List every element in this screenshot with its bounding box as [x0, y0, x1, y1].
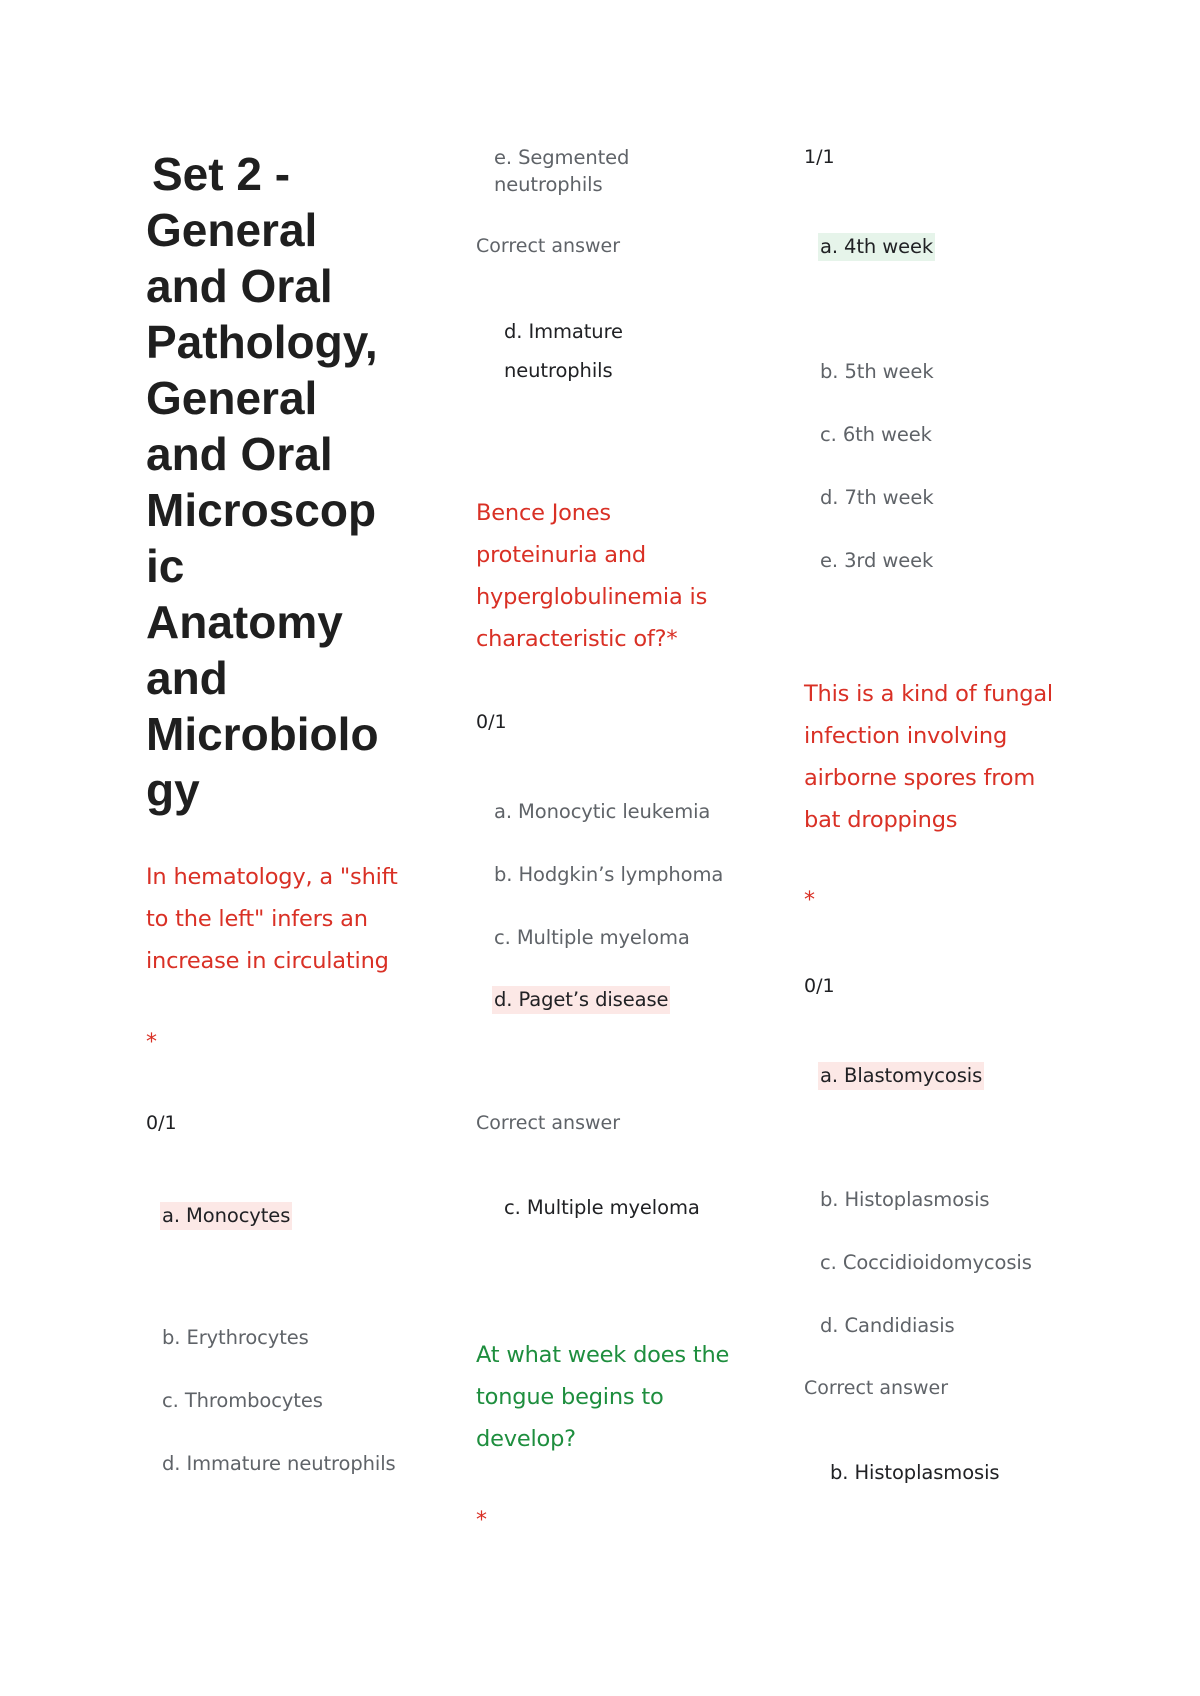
answer-option-selected-correct[interactable]: a. 4th week [818, 233, 935, 261]
title-line: General [146, 372, 318, 424]
title-line: Anatomy [146, 596, 343, 648]
correct-answer-value: neutrophils [504, 359, 613, 382]
answer-option[interactable]: b. Histoplasmosis [820, 1188, 990, 1211]
answer-option[interactable]: e. 3rd week [820, 549, 934, 572]
question-text: bat droppings [804, 807, 958, 833]
correct-answer-value: d. Immature [504, 320, 623, 343]
answer-option[interactable]: d. Candidiasis [820, 1314, 955, 1337]
answer-option[interactable]: b. 5th week [820, 360, 934, 383]
question-score: 0/1 [476, 711, 507, 733]
title-line: and Oral [146, 260, 333, 312]
question-text: characteristic of?* [476, 626, 678, 652]
required-asterisk: * [146, 1030, 157, 1055]
question-text: hyperglobulinemia is [476, 584, 708, 610]
answer-option-selected-wrong[interactable]: d. Paget’s disease [492, 986, 670, 1014]
question-score: 1/1 [804, 146, 835, 168]
answer-option[interactable]: b. Erythrocytes [162, 1326, 309, 1349]
title-line: Pathology, [146, 316, 378, 368]
title-line: gy [146, 764, 200, 816]
title-line: ic [146, 540, 185, 592]
correct-answer-label: Correct answer [476, 1112, 621, 1134]
answer-option-selected-wrong[interactable]: a. Monocytes [160, 1202, 292, 1230]
question-text: proteinuria and [476, 542, 647, 568]
title-line: Microbiolo [146, 708, 379, 760]
title-line: Microscop [146, 484, 377, 536]
question-text: develop? [476, 1426, 576, 1452]
question-text: increase in circulating [146, 948, 389, 974]
title-line: Set 2 - [152, 148, 291, 200]
answer-option[interactable]: c. Multiple myeloma [494, 926, 690, 949]
answer-option[interactable]: b. Hodgkin’s lymphoma [494, 863, 724, 886]
question-score: 0/1 [804, 975, 835, 997]
answer-option[interactable]: d. 7th week [820, 486, 934, 509]
correct-answer-label: Correct answer [476, 235, 621, 257]
required-asterisk: * [804, 888, 815, 913]
question-text: Bence Jones [476, 500, 611, 526]
question-text: This is a kind of fungal [804, 681, 1053, 707]
title-line: and Oral [146, 428, 333, 480]
correct-answer-value: b. Histoplasmosis [830, 1461, 1000, 1484]
answer-option[interactable]: c. Thrombocytes [162, 1389, 323, 1412]
answer-option[interactable]: c. Coccidioidomycosis [820, 1251, 1032, 1274]
correct-answer-value: c. Multiple myeloma [504, 1196, 700, 1219]
title-line: and [146, 652, 228, 704]
question-text: At what week does the [476, 1342, 730, 1368]
question-score: 0/1 [146, 1112, 177, 1134]
question-text: tongue begins to [476, 1384, 664, 1410]
question-text: airborne spores from [804, 765, 1036, 791]
answer-option[interactable]: e. Segmented [494, 146, 630, 169]
question-text: infection involving [804, 723, 1008, 749]
question-text: to the left" infers an [146, 906, 368, 932]
correct-answer-label: Correct answer [804, 1377, 949, 1399]
question-text: In hematology, a "shift [146, 864, 398, 890]
answer-option-selected-wrong[interactable]: a. Blastomycosis [818, 1062, 984, 1090]
title-line: General [146, 204, 318, 256]
answer-option[interactable]: d. Immature neutrophils [162, 1452, 396, 1475]
answer-option[interactable]: c. 6th week [820, 423, 932, 446]
required-asterisk: * [476, 1508, 487, 1533]
answer-option[interactable]: neutrophils [494, 173, 603, 196]
answer-option[interactable]: a. Monocytic leukemia [494, 800, 711, 823]
